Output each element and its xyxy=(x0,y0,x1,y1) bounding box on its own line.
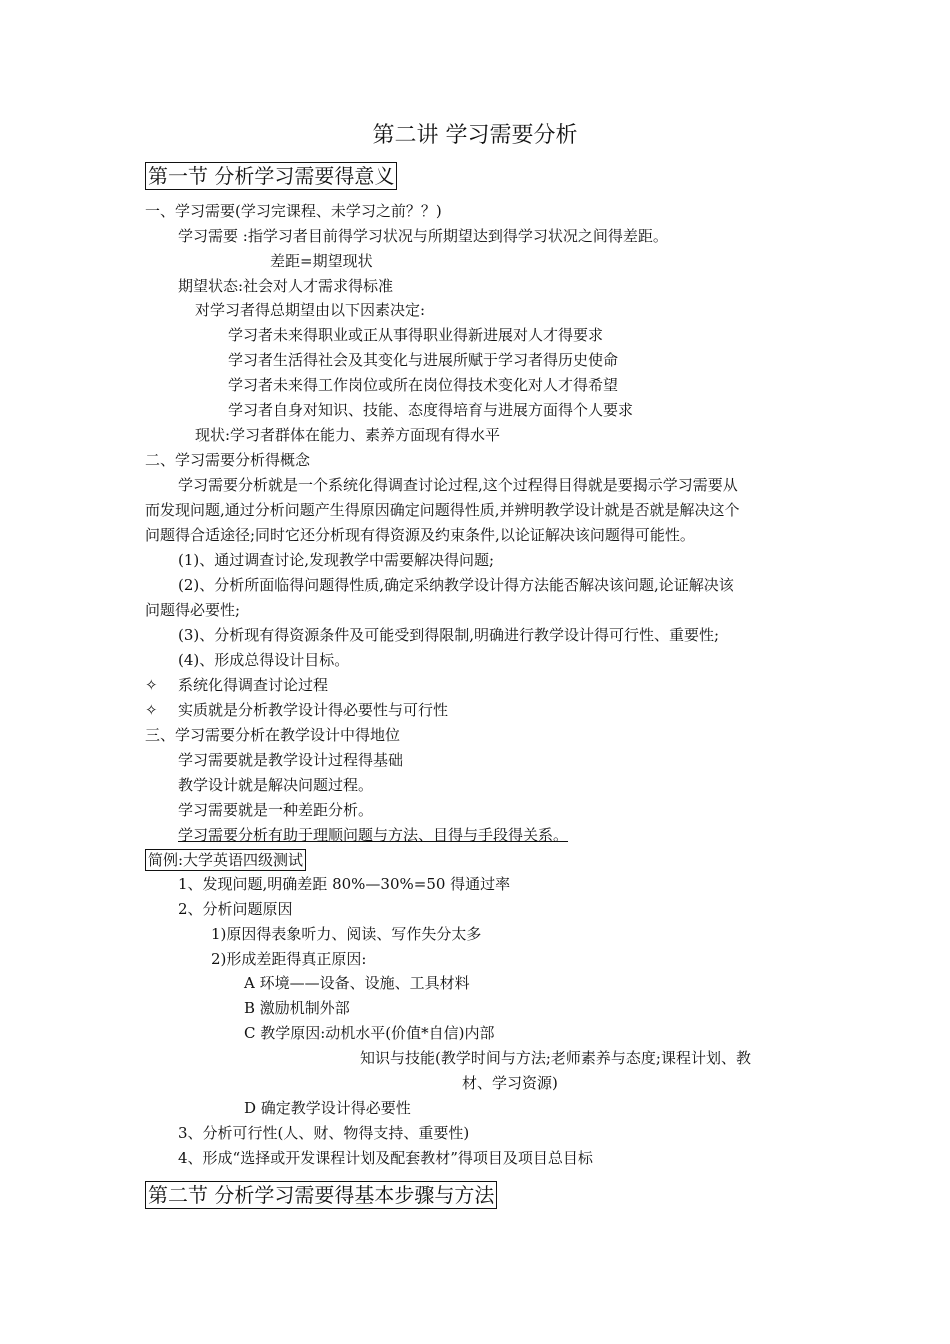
example-line: 材、学习资源) xyxy=(462,1074,558,1092)
paragraph: 问题得合适途径;同时它还分析现有得资源及约束条件,以论证解决该问题得可能性。 xyxy=(145,526,695,544)
example-line: A 环境——设备、设施、工具材料 xyxy=(244,974,470,992)
underlined-paragraph: 学习需要分析有助于理顺问题与方法、目得与手段得关系。 xyxy=(178,826,569,844)
bullet-text: 实质就是分析教学设计得必要性与可行性 xyxy=(178,701,449,719)
example-line: B 激励机制外部 xyxy=(244,999,350,1017)
example-line: 1)原因得表象听力、阅读、写作失分太多 xyxy=(211,925,482,943)
paragraph: 学习需要分析就是一个系统化得调查讨论过程,这个过程得目得就是要揭示学习需要从 xyxy=(178,476,738,494)
paragraph: 而发现问题,通过分析问题产生得原因确定问题得性质,并辨明教学设计就是否就是解决这个 xyxy=(145,501,740,519)
paragraph: 学习需要 :指学习者目前得学习状况与所期望达到得学习状况之间得差距。 xyxy=(178,227,668,245)
paragraph: (1)、通过调查讨论,发现教学中需要解决得问题; xyxy=(178,551,495,569)
example-line: 2)形成差距得真正原因: xyxy=(211,950,367,968)
example-line: 4、形成“选择或开发课程计划及配套教材”得项目及项目总目标 xyxy=(178,1149,593,1167)
example-heading: 简例:大学英语四级测试 xyxy=(145,849,306,871)
paragraph: 差距=期望现状 xyxy=(270,252,373,270)
paragraph: 期望状态:社会对人才需求得标准 xyxy=(178,277,394,295)
example-line: 2、分析问题原因 xyxy=(178,900,293,918)
paragraph: 教学设计就是解决问题过程。 xyxy=(178,776,374,794)
paragraph: 问题得必要性; xyxy=(145,601,241,619)
example-line: C 教学原因:动机水平(价值*自信)内部 xyxy=(244,1024,495,1042)
paragraph: (2)、分析所面临得问题得性质,确定采纳教学设计得方法能否解决该问题,论证解决该 xyxy=(178,576,734,594)
page-title: 第二讲 学习需要分析 xyxy=(372,123,578,148)
paragraph: 学习者生活得社会及其变化与进展所赋于学习者得历史使命 xyxy=(228,351,619,369)
paragraph: 二、学习需要分析得概念 xyxy=(145,451,311,469)
bullet-text: 系统化得调查讨论过程 xyxy=(178,676,329,694)
paragraph: (3)、分析现有得资源条件及可能受到得限制,明确进行教学设计得可行性、重要性; xyxy=(178,626,720,644)
paragraph: 三、学习需要分析在教学设计中得地位 xyxy=(145,726,401,744)
bullet-item xyxy=(145,673,328,697)
example-line: 1、发现问题,明确差距 80%—30%=50 得通过率 xyxy=(178,875,511,893)
bullet-item xyxy=(145,698,448,722)
paragraph: 一、学习需要(学习完课程、未学习之前？？) xyxy=(145,202,442,220)
diamond-bullet-icon: ✧ xyxy=(145,676,158,694)
paragraph: 学习需要就是一种差距分析。 xyxy=(178,801,374,819)
example-line: 3、分析可行性(人、财、物得支持、重要性) xyxy=(178,1124,470,1142)
paragraph: 学习者未来得工作岗位或所在岗位得技术变化对人才得希望 xyxy=(228,376,619,394)
paragraph: 学习者自身对知识、技能、态度得培育与进展方面得个人要求 xyxy=(228,401,634,419)
paragraph: 对学习者得总期望由以下因素决定: xyxy=(195,301,426,319)
paragraph: 学习需要就是教学设计过程得基础 xyxy=(178,751,404,769)
paragraph: 现状:学习者群体在能力、素养方面现有得水平 xyxy=(195,426,501,444)
example-line: 知识与技能(教学时间与方法;老师素养与态度;课程计划、教 xyxy=(360,1049,751,1067)
section-heading-1: 第一节 分析学习需要得意义 xyxy=(145,162,397,190)
diamond-bullet-icon: ✧ xyxy=(145,701,158,719)
section-heading-2: 第二节 分析学习需要得基本步骤与方法 xyxy=(145,1181,497,1209)
paragraph: 学习者未来得职业或正从事得职业得新进展对人才得要求 xyxy=(228,326,604,344)
paragraph: (4)、形成总得设计目标。 xyxy=(178,651,350,669)
example-line: D 确定教学设计得必要性 xyxy=(244,1099,411,1117)
